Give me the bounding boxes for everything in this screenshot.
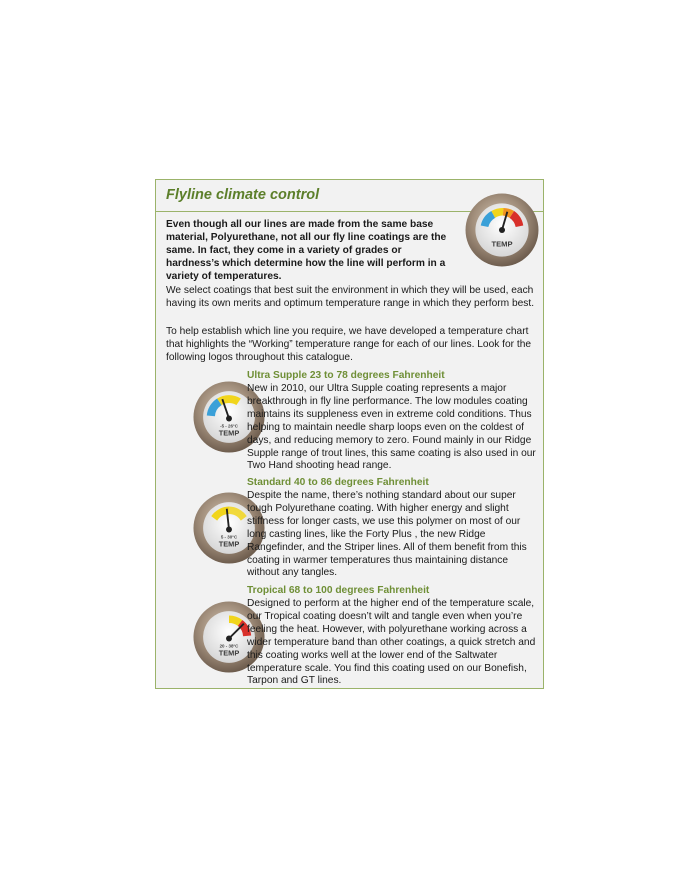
gauge-label: TEMP — [218, 539, 240, 549]
paragraph-environment: We select coatings that best suit the environment in which they will be used, each having its own merits and optimum temperature range in which they perform best. — [166, 285, 535, 309]
gauge-label: TEMP — [218, 428, 240, 438]
gauge-label: TEMP — [491, 239, 513, 249]
standard-title: Standard 40 to 86 degrees Fahrenheit — [247, 477, 429, 488]
standard-description: Despite the name, there’s nothing standard about our super tough Polyurethane coating. With higher energy and slight stiffness for longer casts, we use this polymer on most of our long casting lines, like the Forty Plus , the new Ridge Rangefinder, and the Striper lines. All of them benefit from this coating in warmer temperatures thus maintaining distance without any tangles. — [247, 490, 527, 579]
paragraph-temperature-chart: To help establish which line you require, we have developed a temperature chart that highlights the “Working” temperature range for each of our lines. Look for the following logos throughout this catalogue. — [166, 326, 532, 363]
climate-control-panel — [155, 179, 544, 689]
gauge-range-label: 5 - 30°C — [220, 534, 238, 540]
gauge-label: TEMP — [218, 648, 240, 658]
gauge-range-label: -5 - 26°C — [220, 423, 238, 429]
section-title: Flyline climate control — [166, 187, 320, 203]
tropical-description: Designed to perform at the higher end of the temperature scale, our Tropical coating doesn’t wilt and tangle even when you’re feeling the heat. However, with polyurethane working across a wider temperature band than other coatings, a quick stretch and this coating works well at the lower end of the Saltwater temperature scale. You find this coating used on our Bonefish, Tarpon and GT lines. — [247, 598, 536, 687]
intro-bold-text: Even though all our lines are made from the same base material, Polyurethane, not all our fly line coatings are the same. In fact, they come in a variety of grades or hardness’s which determine how the line will perform in a variety of temperatures. — [166, 219, 447, 282]
ultra-supple-title: Ultra Supple 23 to 78 degrees Fahrenheit — [247, 370, 445, 381]
temp-gauge-icon — [464, 192, 540, 268]
tropical-title: Tropical 68 to 100 degrees Fahrenheit — [247, 585, 430, 596]
ultra-supple-description: New in 2010, our Ultra Supple coating represents a major breakthrough in fly line performance. The low modules coating maintains its suppleness even in extreme cold conditions. Thus helping to maintain needle sharp loops even on the coldest of days, and reducing memory to zero. Found mainly in our Ridge Supple range of trout lines, this same coating is also used in our Two Hand shooting head range. — [247, 383, 536, 472]
gauge-range-label: 20 - 38°C — [219, 643, 239, 649]
